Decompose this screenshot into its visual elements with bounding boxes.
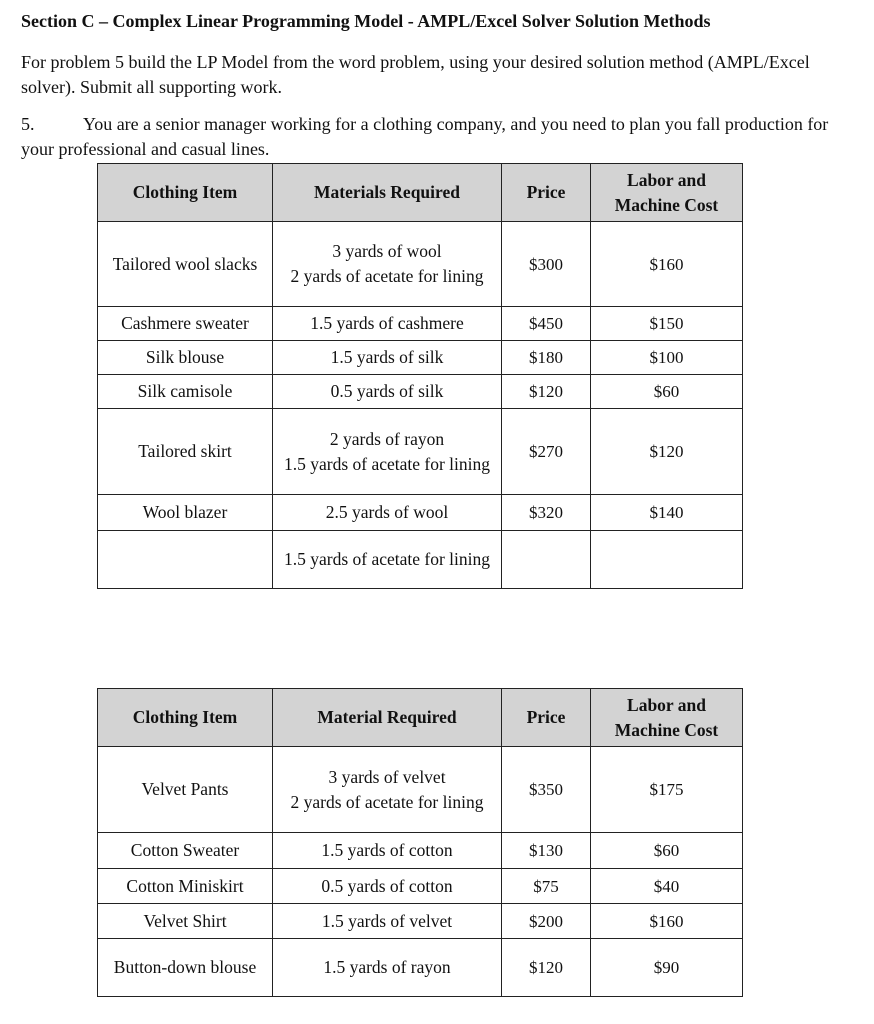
item-cell: Cashmere sweater	[98, 307, 273, 341]
casual-line-table	[97, 688, 743, 997]
material-line: 1.5 yards of cashmere	[310, 313, 464, 333]
item-cell: Velvet Pants	[98, 747, 273, 833]
price-cell: $200	[502, 904, 591, 939]
material-line: 1.5 yards of acetate for lining	[283, 453, 491, 474]
materials-cell	[273, 869, 502, 904]
material-line: 2 yards of acetate for lining	[290, 791, 484, 812]
cost-cell	[591, 531, 743, 589]
header-clothing-item: Clothing Item	[98, 164, 273, 222]
price-cell: $120	[502, 375, 591, 409]
header-clothing-item: Clothing Item	[98, 689, 273, 747]
material-line: 1.5 yards of cotton	[321, 840, 453, 860]
item-cell: Tailored wool slacks	[98, 222, 273, 307]
table-row	[98, 409, 743, 495]
price-cell: $270	[502, 409, 591, 495]
price-cell: $130	[502, 833, 591, 869]
table-row	[98, 222, 743, 307]
material-line: 1.5 yards of acetate for lining	[283, 549, 491, 569]
item-cell: Silk camisole	[98, 375, 273, 409]
material-line: 0.5 yards of cotton	[321, 875, 453, 896]
cost-cell: $160	[591, 222, 743, 307]
item-cell	[98, 531, 273, 589]
price-cell: $350	[502, 747, 591, 833]
price-cell: $300	[502, 222, 591, 307]
materials-cell	[273, 409, 502, 495]
item-cell: Velvet Shirt	[98, 904, 273, 939]
cost-cell: $120	[591, 409, 743, 495]
header-materials-required: Materials Required	[273, 164, 502, 222]
table-row	[98, 495, 743, 531]
price-cell: $180	[502, 341, 591, 375]
materials-cell	[273, 904, 502, 939]
price-cell: $120	[502, 939, 591, 997]
materials-cell	[273, 939, 502, 997]
problem-text: You are a senior manager working for a clothing company, and you need to plan you fall production for your professional and casual lines.	[21, 114, 829, 159]
cost-cell: $150	[591, 307, 743, 341]
item-cell: Cotton Sweater	[98, 833, 273, 869]
cost-cell: $90	[591, 939, 743, 997]
header-price: Price	[502, 689, 591, 747]
cost-cell: $100	[591, 341, 743, 375]
materials-cell	[273, 375, 502, 409]
table-row	[98, 869, 743, 904]
material-line: 2.5 yards of wool	[325, 502, 449, 522]
header-price: Price	[502, 164, 591, 222]
materials-cell	[273, 495, 502, 531]
problem-number: 5.	[21, 114, 35, 134]
cost-cell: $40	[591, 869, 743, 904]
material-line: 1.5 yards of silk	[330, 347, 444, 367]
header-material-required: Material Required	[273, 689, 502, 747]
table-header-row	[98, 689, 743, 747]
materials-cell	[273, 833, 502, 869]
header-labor-machine-cost: Labor and Machine Cost	[591, 164, 743, 222]
item-cell: Silk blouse	[98, 341, 273, 375]
material-line: 1.5 yards of rayon	[323, 957, 451, 977]
table-row	[98, 531, 743, 589]
materials-cell	[273, 747, 502, 833]
table-row	[98, 375, 743, 409]
price-cell	[502, 531, 591, 589]
materials-cell	[273, 307, 502, 341]
item-cell: Cotton Miniskirt	[98, 869, 273, 904]
cost-cell: $60	[591, 375, 743, 409]
materials-cell	[273, 341, 502, 375]
header-labor-machine-cost: Labor and Machine Cost	[591, 689, 743, 747]
material-line: 1.5 yards of velvet	[321, 910, 453, 931]
cost-cell: $140	[591, 495, 743, 531]
cost-cell: $175	[591, 747, 743, 833]
material-line: 0.5 yards of silk	[330, 381, 444, 401]
table-row	[98, 341, 743, 375]
table-row	[98, 307, 743, 341]
table-header-row	[98, 164, 743, 222]
price-cell: $75	[502, 869, 591, 904]
item-cell: Wool blazer	[98, 495, 273, 531]
instructions-paragraph: For problem 5 build the LP Model from the word problem, using your desired solution method (AMPL/Excel solver). Submit all supporting work.	[21, 52, 810, 97]
material-line: 2 yards of rayon	[329, 428, 445, 449]
item-cell: Button-down blouse	[98, 939, 273, 997]
professional-line-table	[97, 163, 743, 589]
table-row	[98, 833, 743, 869]
section-heading: Section C – Complex Linear Programming Model - AMPL/Excel Solver Solution Methods	[21, 11, 711, 31]
cost-cell: $60	[591, 833, 743, 869]
item-cell: Tailored skirt	[98, 409, 273, 495]
material-line: 3 yards of velvet	[328, 766, 446, 787]
materials-cell	[273, 222, 502, 307]
materials-cell	[273, 531, 502, 589]
table-row	[98, 939, 743, 997]
material-line: 3 yards of wool	[332, 241, 442, 261]
price-cell: $450	[502, 307, 591, 341]
problem-statement	[21, 112, 841, 162]
table-row	[98, 747, 743, 833]
price-cell: $320	[502, 495, 591, 531]
material-line: 2 yards of acetate for lining	[290, 266, 484, 286]
cost-cell: $160	[591, 904, 743, 939]
table-row	[98, 904, 743, 939]
